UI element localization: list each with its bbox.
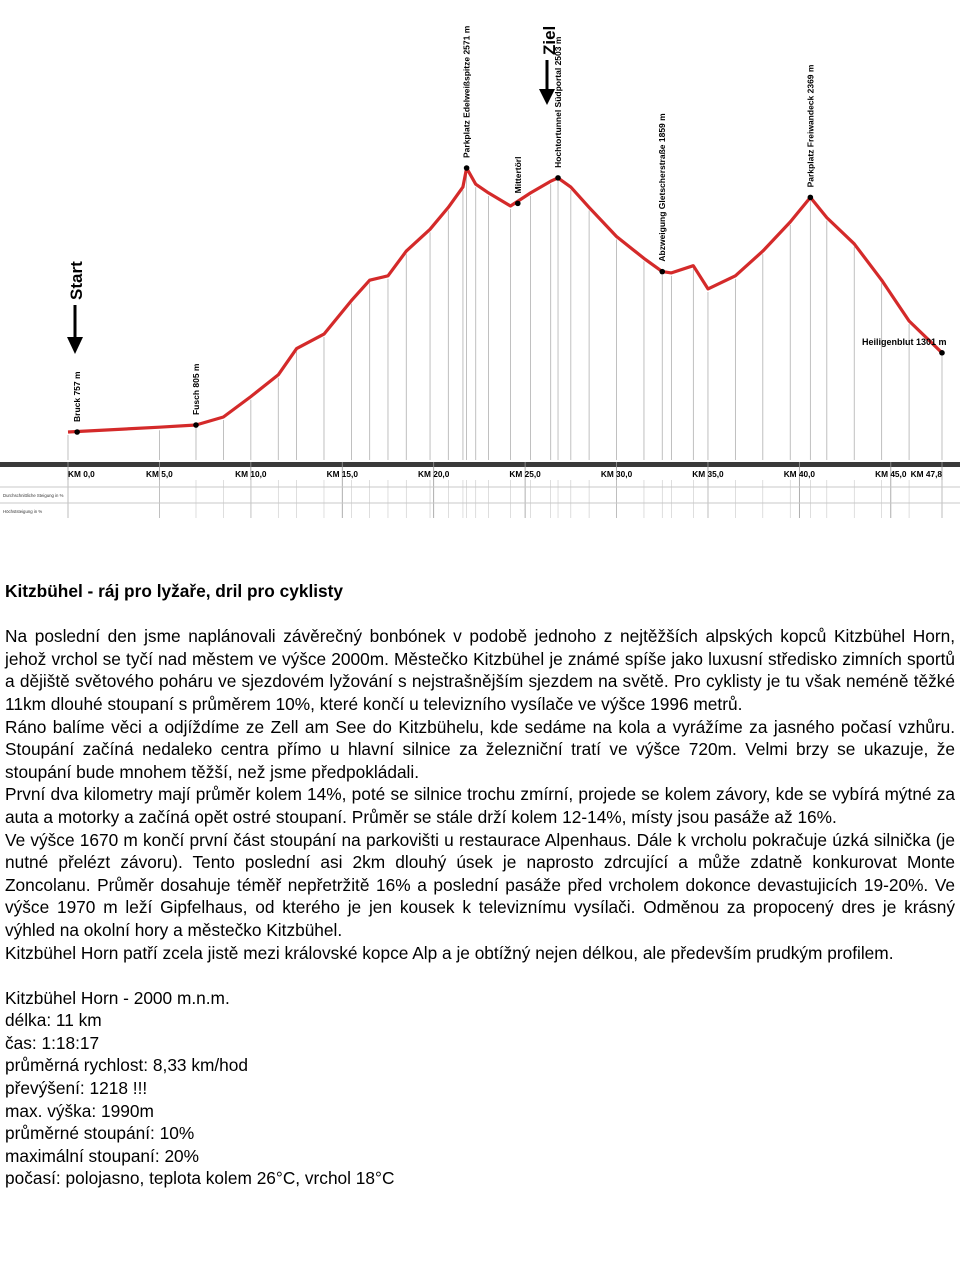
km-label: KM 25,0 (509, 469, 541, 479)
km-label: KM 20,0 (418, 469, 450, 479)
key-point-dot (659, 269, 665, 275)
key-point-label: Parkplatz Edelweißspitze 2571 m (461, 25, 472, 158)
stat-line: převýšení: 1218 !!! (5, 1078, 148, 1099)
article-paragraph: Ráno balíme věci a odjíždíme ze Zell am See do Kitzbühelu, kde sedáme na kola a vyrážíme za jasného počasí vzhůru. Stoupání začíná nedaleko centra přímo u hlavní silnice za železniční tratí ve výšce 720m. Velmi brzy se ukazuje, že stoupání bude mnohem těžší, než jsme předpokládali. (5, 716, 955, 782)
stat-line: Kitzbühel Horn - 2000 m.n.m. (5, 987, 230, 1008)
km-label: KM 45,0 (875, 469, 907, 479)
km-label: KM 10,0 (235, 469, 267, 479)
key-point-dot (939, 350, 945, 356)
spacer (5, 603, 955, 626)
km-label: KM 40,0 (783, 469, 816, 479)
stat-line: čas: 1:18:17 (5, 1032, 100, 1053)
km-label: KM 47,8 (910, 469, 942, 479)
stat-line: počasí: polojasno, teplota kolem 26°C, vrchol 18°C (5, 1168, 395, 1189)
profile-key-points (72, 25, 946, 435)
key-point-dot (515, 201, 521, 207)
km-label: KM 30,0 (600, 469, 633, 479)
key-point-label: Heiligenblut 1301 m (862, 336, 947, 347)
km-label: KM 5,0 (146, 469, 173, 479)
gradient-table (0, 480, 960, 518)
key-point-label: Fusch 805 m (190, 363, 201, 416)
km-label: KM 0,0 (68, 469, 95, 479)
start-arrow-head (67, 337, 83, 354)
article (5, 580, 955, 1190)
key-point-label: Parkplatz Freiwandeck 2369 m (805, 64, 816, 188)
article-paragraph: Na poslední den jsme naplánovali závěrečný bonbónek v podobě jednoho z nejtěžších alpských kopců Kitzbühel Horn, jehož vrchol se tyčí nad městem ve výšce 2000m. Městečko Kitzbühel je známé spíše jako luxusní středisko zimních sportů a dějiště světového poháru ve sjezdovém lyžování s nejstrašnějším sjezdem na světě. Pro cyklisty je tu však neméně těžké 11km dlouhé stoupaní s průměrem 10%, které končí u televizního vysílače ve výšce 1996 metrů. (5, 626, 955, 714)
key-point-dot (193, 422, 199, 428)
profile-guide-lines (68, 171, 942, 460)
table-columns (68, 480, 942, 518)
key-point-dot (464, 165, 470, 171)
article-paragraph: Kitzbühel Horn patří zcela jistě mezi královské kopce Alp a je obtížný nejen délkou, ale především prudkým profilem. (5, 942, 894, 963)
stat-line: průměrné stoupání: 10% (5, 1123, 195, 1144)
article-paragraph: První dva kilometry mají průměr kolem 14%, poté se silnice trochu zmírní, projede se kolem závory, kde se vybírá mýtné za auta a motorky a začíná opět ostré stoupaní. Průměr se stále drží kolem 12-14%, místy jsou pasáže až 16%. (5, 784, 955, 827)
km-axis-labels (68, 462, 942, 518)
km-axis-bar (0, 462, 960, 467)
key-point-dot (74, 429, 80, 435)
start-label: Start (67, 261, 86, 300)
article-title: Kitzbühel - ráj pro lyžaře, dril pro cyklisty (5, 581, 344, 601)
article-paragraph: Ve výšce 1670 m končí první část stoupání na parkovišti u restaurace Alpenhaus. Dále k vrcholu pokračuje úzká silnička (je nutné přelézt závoru). Tento poslední asi 2km dlouhý úsek je naprosto zdrcující a může zdatně konkurovat Monte Zoncolanu. Průměr dosahuje téměř nepřetržitě 16% a poslední pasáže před vrcholem dokonce devastujicích 19-20%. Ve výšce 1970 m leží Gipfelhaus, od kterého je jen kousek k televiznímu vysílači. Odměnou za propocený dres je krásný výhled na okolní hory a městečko Kitzbühel. (5, 829, 955, 940)
stat-line: průměrná rychlost: 8,33 km/hod (5, 1055, 249, 1076)
stat-line: délka: 11 km (5, 1010, 102, 1031)
key-point-label: Bruck 757 m (72, 371, 83, 422)
km-label: KM 15,0 (326, 469, 358, 479)
elevation-profile-chart (0, 0, 960, 520)
key-point-dot (555, 175, 561, 181)
start-marker (67, 261, 86, 354)
key-point-label: Hochtortunnel Südportal 2503 m (553, 36, 564, 168)
stat-line: max. výška: 1990m (5, 1100, 154, 1121)
key-point-dot (808, 195, 814, 201)
row-label-max-gradient: Höchststeigung in % (3, 509, 43, 514)
km-label: KM 35,0 (692, 469, 724, 479)
climb-stats (5, 987, 955, 1190)
key-point-label: Mittertörl (512, 156, 523, 194)
stat-line: maximální stoupaní: 20% (5, 1145, 200, 1166)
key-point-label: Abzweigung Gletscherstraße 1859 m (657, 113, 668, 262)
finish-label: Ziel (540, 25, 559, 55)
spacer (5, 964, 955, 987)
row-label-average-gradient: Durchschnittliche Steigung in % (3, 493, 64, 498)
